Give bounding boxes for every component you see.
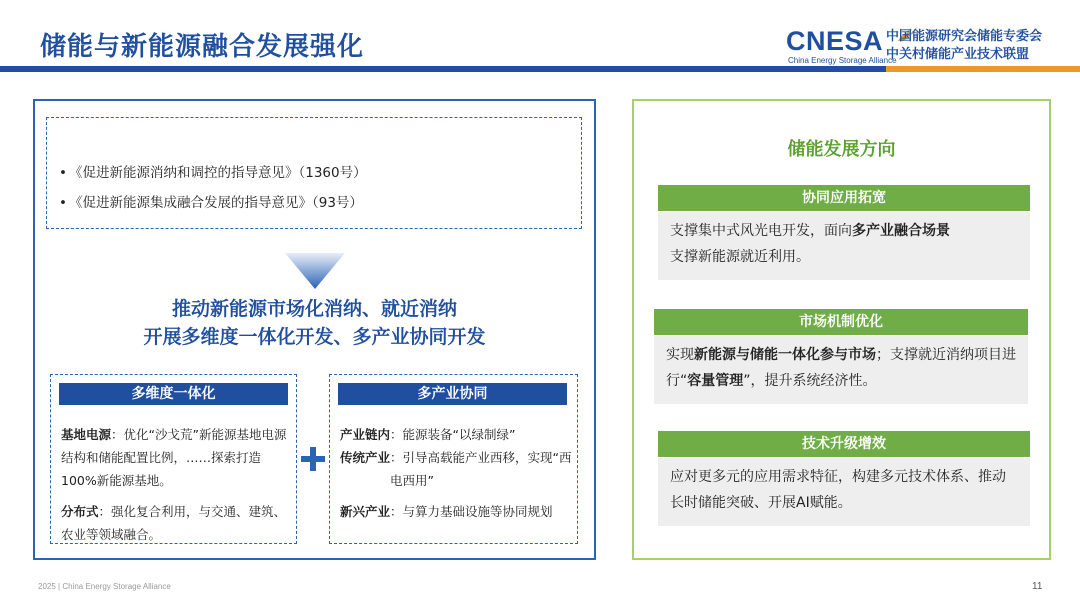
page-number: 11 [1032, 581, 1043, 592]
down-arrow-icon [283, 251, 347, 291]
industry-row: 传统产业 ：引导高载能产业西移，实现“西电西用” [340, 450, 572, 488]
strategy-line-1: 推动新能源市场化消纳、就近消纳 [171, 298, 457, 320]
integration-title: 多维度一体化 [59, 383, 288, 405]
distributed-text: 分布式：强化复合利用，与交通、建筑、农业等领域融合。 [61, 504, 287, 542]
section-body-application: 支撑集中式风光电开发，面向多产业融合场景 支撑新能源就近利用。 [658, 212, 1030, 280]
policy-list [59, 158, 367, 218]
section-body-technology: 应对更多元的应用需求特征，构建多元技术体系、推动长时储能突破、开展AI赋能。 [658, 458, 1030, 526]
base-power-text: 基地电源：优化“沙戈荒”新能源基地电源结构和储能配置比例，……探索打造100%新能源基地。 [61, 427, 287, 488]
industry-synergy-body [340, 423, 572, 531]
organization-names [886, 28, 1042, 64]
storage-direction-panel [632, 99, 1051, 560]
industry-row: 产业链内 ：能源装备“以绿制绿” [340, 427, 516, 442]
strategy-statement [35, 295, 594, 351]
industry-row: 新兴产业 ：与算力基础设施等协同规划 [340, 504, 553, 519]
page-title: 储能与新能源融合发展强化 [40, 32, 365, 62]
policy-item: • 《促进新能源集成融合发展的指导意见》（93号） [59, 195, 363, 211]
strategy-line-2: 开展多维度一体化开发、多产业协同开发 [143, 326, 486, 348]
policy-box [46, 117, 582, 229]
policy-item: • 《促进新能源消纳和调控的指导意见》（1360号） [59, 165, 367, 181]
org-line-1: 中国能源研究会储能专委会 [886, 29, 1043, 44]
logo-subtitle: China Energy Storage Alliance [788, 56, 897, 65]
section-head-market: 市场机制优化 [654, 309, 1028, 335]
storage-direction-title: 储能发展方向 [787, 139, 896, 160]
integration-body [61, 423, 291, 554]
plus-icon [301, 447, 325, 471]
footer-text: 2025 | China Energy Storage Alliance [38, 582, 171, 591]
org-line-2: 中关村储能产业技术联盟 [886, 47, 1030, 62]
policy-panel [33, 99, 596, 560]
section-head-technology: 技术升级增效 [658, 431, 1030, 457]
logo-wordmark: CNESA [786, 26, 884, 56]
integration-box [50, 374, 297, 544]
header-divider-accent [886, 66, 1080, 72]
industry-synergy-title: 多产业协同 [338, 383, 567, 405]
section-head-application: 协同应用拓宽 [658, 185, 1030, 211]
section-body-market: 实现新能源与储能一体化参与市场；支撑就近消纳项目进行“容量管理”，提升系统经济性。 [654, 336, 1028, 404]
industry-synergy-box [329, 374, 578, 544]
